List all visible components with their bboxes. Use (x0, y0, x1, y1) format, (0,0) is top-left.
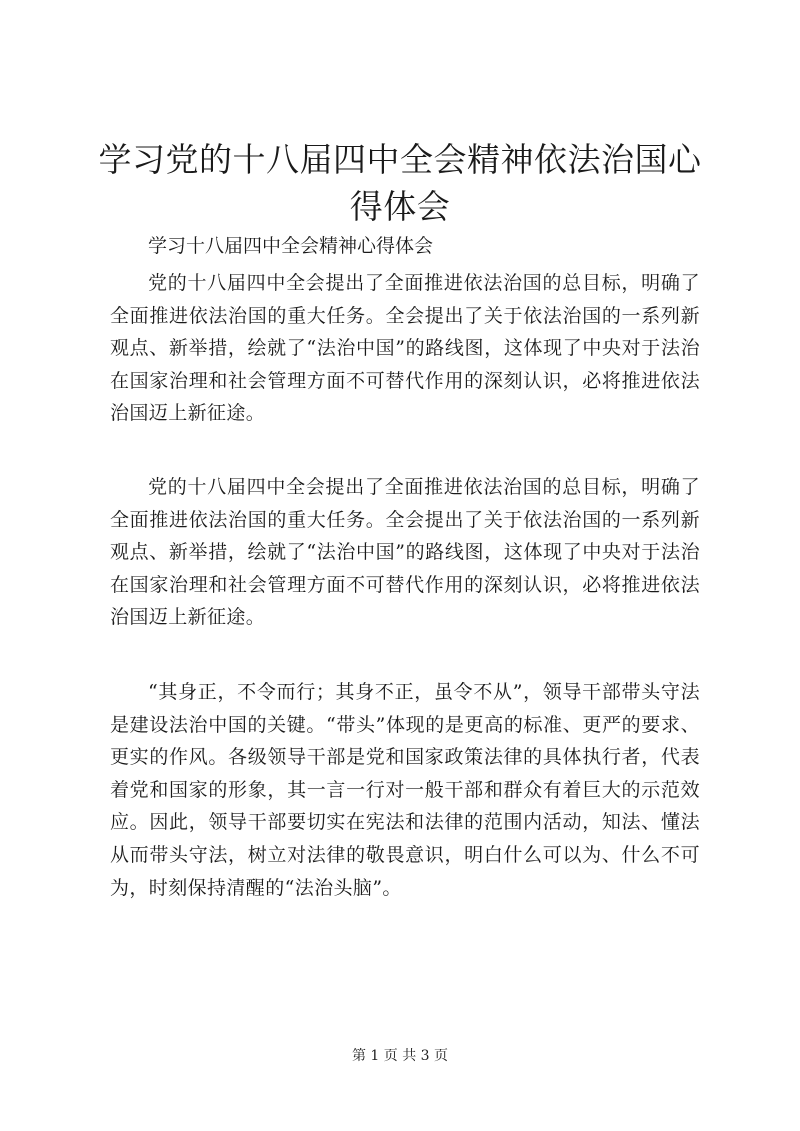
paragraph-2: 党的十八届四中全会提出了全面推进依法治国的总目标，明确了全面推进依法治国的重大任务。全会提出了关于依法治国的一系列新观点、新举措，绘就了“法治中国”的路线图，这体现了中央对于法治在国家治理和社会管理方面不可替代作用的深刻认识，必将推进依法治国迈上新征途。 (110, 476, 700, 629)
document-subtitle: 学习十八届四中全会精神心得体会 (148, 235, 434, 257)
document-title: 学习党的十八届四中全会精神依法治国心得体会 (98, 140, 702, 226)
page-footer: 第 1 页 共 3 页 (351, 1048, 449, 1064)
paragraph-1: 党的十八届四中全会提出了全面推进依法治国的总目标，明确了全面推进依法治国的重大任务。全会提出了关于依法治国的一系列新观点、新举措，绘就了“法治中国”的路线图，这体现了中央对于法治在国家治理和社会管理方面不可替代作用的深刻认识，必将推进依法治国迈上新征途。 (110, 272, 700, 425)
paragraph-3: “其身正，不令而行；其身不正，虽令不从”，领导干部带头守法是建设法治中国的关键。“带头”体现的是更高的标准、更严的要求、更实的作风。各级领导干部是党和国家政策法律的具体执行者，代表着党和国家的形象，其一言一行对一般干部和群众有着巨大的示范效应。因此，领导干部要切实在宪法和法律的范围内活动，知法、懂法从而带头守法，树立对法律的敬畏意识，明白什么可以为、什么不可为，时刻保持清醒的“法治头脑”。 (110, 681, 700, 899)
